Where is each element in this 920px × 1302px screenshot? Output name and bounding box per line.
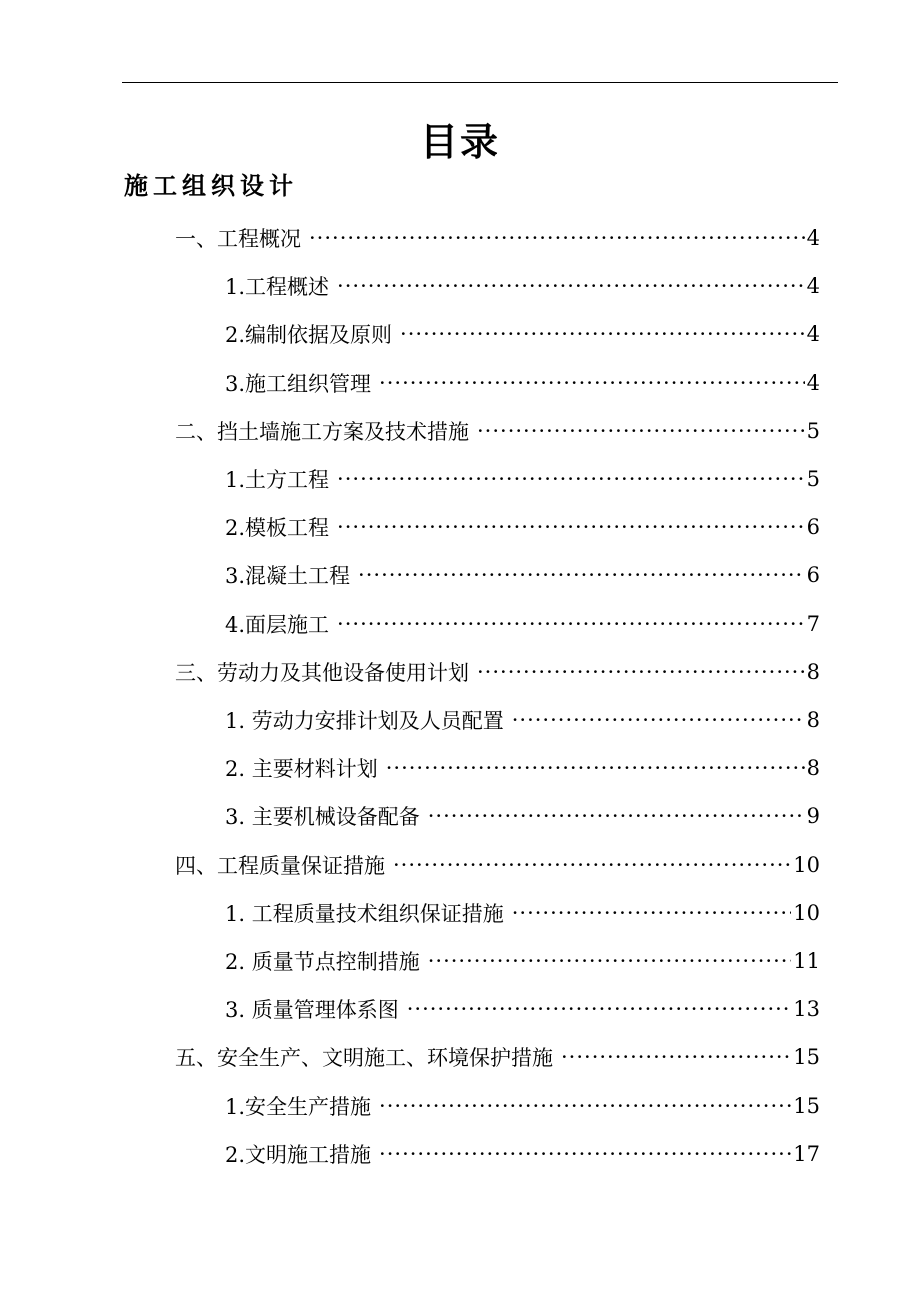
toc-subsection-entry[interactable] [225,889,820,937]
toc-entry-label: 二、挡土墙施工方案及技术措施 [175,419,469,444]
toc-entry-label: 五、安全生产、文明施工、环境保护措施 [175,1046,553,1071]
toc-dot-leader [379,371,805,395]
toc-entry-label: 1.土方工程 [225,468,330,492]
toc-subsection-entry[interactable] [225,1082,820,1130]
toc-dot-leader [386,756,805,780]
toc-page-number: 7 [806,611,820,636]
toc-subsection-entry[interactable] [225,985,820,1033]
toc-subsection-entry[interactable] [225,937,820,985]
toc-dot-leader [512,708,805,732]
toc-subsection-entry[interactable] [225,744,820,792]
toc-page-number: 10 [793,900,820,925]
toc-dot-leader [358,563,805,587]
toc-dot-leader [337,274,805,298]
toc-section-entry[interactable] [175,407,820,455]
toc-section-entry[interactable] [175,1033,820,1081]
toc-page-number: 8 [806,708,820,732]
toc-page-number: 6 [806,563,820,588]
toc-dot-leader [477,660,805,684]
toc-dot-leader [428,949,792,973]
toc-dot-leader [400,322,805,346]
toc-page-number: 8 [806,756,820,781]
toc-section-entry[interactable] [175,841,820,889]
toc-dot-leader [337,612,805,636]
toc-page-number: 11 [793,949,820,973]
toc-subsection-entry[interactable] [225,503,820,551]
toc-page-number: 6 [806,515,820,540]
toc-page-number: 4 [806,274,820,299]
toc-dot-leader [428,804,805,828]
toc-page-number: 5 [806,467,820,491]
toc-section-entry[interactable] [175,648,820,696]
toc-subsection-entry[interactable] [225,792,820,840]
toc-dot-leader [379,1142,791,1166]
toc-page-number: 17 [793,1141,820,1166]
toc-dot-leader [337,515,805,539]
toc-entry-label: 4.面层施工 [225,612,330,637]
toc-entry-label: 1. 工程质量技术组织保证措施 [225,901,504,926]
toc-page-number: 15 [793,1093,820,1118]
toc-subsection-entry[interactable] [225,600,820,648]
toc-dot-leader [337,467,805,491]
toc-entry-label: 2.编制依据及原则 [225,323,393,348]
toc-entry-label: 2.文明施工措施 [225,1142,372,1167]
toc-entry-label: 3. 主要机械设备配备 [225,805,420,830]
toc-page-number: 4 [806,370,820,395]
document-subtitle: 施工组织设计 [124,172,298,200]
toc-entry-label: 一、工程概况 [175,227,301,251]
toc-entry-label: 2.模板工程 [225,516,330,541]
toc-page-number: 4 [806,322,820,347]
toc-subsection-entry[interactable] [225,359,820,407]
toc-entry-label: 1.工程概述 [225,275,330,300]
toc-entry-label: 2. 主要材料计划 [225,757,378,782]
toc-entry-label: 1. 劳动力安排计划及人员配置 [225,709,504,733]
toc-entry-label: 2. 质量节点控制措施 [225,950,420,974]
toc-entry-label: 3. 质量管理体系图 [225,998,399,1023]
toc-page-number: 5 [806,418,820,443]
toc-page-number: 9 [806,804,820,829]
toc-section-entry[interactable] [175,214,820,262]
toc-page-number: 15 [793,1045,820,1070]
toc-subsection-entry[interactable] [225,1130,820,1178]
document-title: 目录 [419,120,500,164]
toc-dot-leader [407,997,792,1021]
toc-dot-leader [379,1094,791,1118]
toc-page-number: 10 [793,852,820,877]
toc-subsection-entry[interactable] [225,455,820,503]
toc-entry-label: 3.施工组织管理 [225,371,372,396]
toc-page-number: 4 [806,226,820,250]
toc-entry-label: 3.混凝土工程 [225,564,351,589]
toc-page-number: 13 [793,997,820,1022]
toc-dot-leader [393,853,791,877]
toc-entry-label: 四、工程质量保证措施 [175,853,385,878]
toc-entry-label: 1.安全生产措施 [225,1094,372,1119]
toc-subsection-entry[interactable] [225,310,820,358]
toc-subsection-entry[interactable] [225,551,820,599]
toc-dot-leader [309,226,805,250]
toc-subsection-entry[interactable] [225,696,820,744]
header-rule [122,82,838,83]
toc-entry-label: 三、劳动力及其他设备使用计划 [175,660,469,685]
toc-dot-leader [477,419,805,443]
toc-page-number: 8 [806,659,820,684]
toc-dot-leader [561,1045,791,1069]
toc-dot-leader [512,901,792,925]
toc-subsection-entry[interactable] [225,262,820,310]
